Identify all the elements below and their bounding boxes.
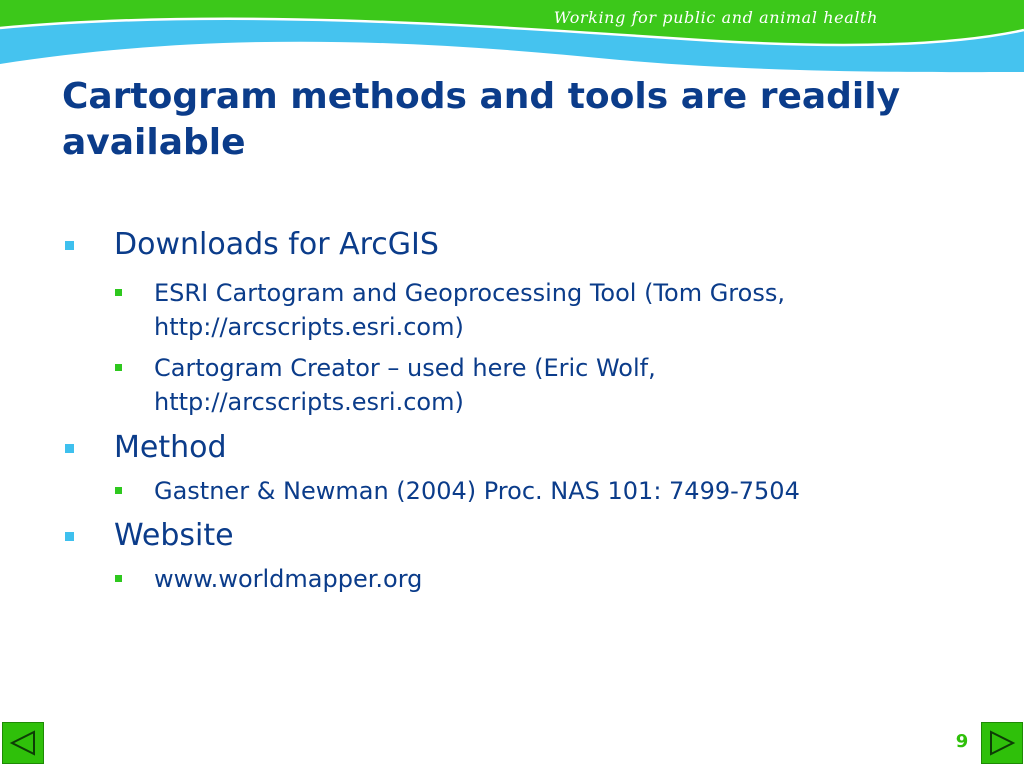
sub-bullet-cartogram-creator: Cartogram Creator – used here (Eric Wolf, http://arcscripts.esri.com) [0, 351, 954, 419]
bullet-list [0, 226, 1024, 596]
bullet-downloads: Downloads for ArcGIS [0, 226, 1024, 264]
sub-bullet-worldmapper: www.worldmapper.org [0, 562, 954, 596]
next-slide-button[interactable] [981, 722, 1023, 764]
page-number: 9 [955, 731, 969, 752]
bullet-method: Method [0, 429, 1024, 467]
previous-slide-button[interactable] [2, 722, 44, 764]
bullet-website: Website [0, 517, 1024, 555]
sub-bullet-gastner-newman: Gastner & Newman (2004) Proc. NAS 101: 7499-7504 [0, 474, 954, 508]
tagline: Working for public and animal health [553, 8, 878, 27]
slide-title: Cartogram methods and tools are readily available [62, 76, 901, 163]
triangle-left-icon [3, 723, 43, 763]
triangle-right-icon [982, 723, 1022, 763]
sub-bullet-esri-tool: ESRI Cartogram and Geoprocessing Tool (Tom Gross, http://arcscripts.esri.com) [0, 276, 954, 344]
header-band [0, 0, 1024, 80]
